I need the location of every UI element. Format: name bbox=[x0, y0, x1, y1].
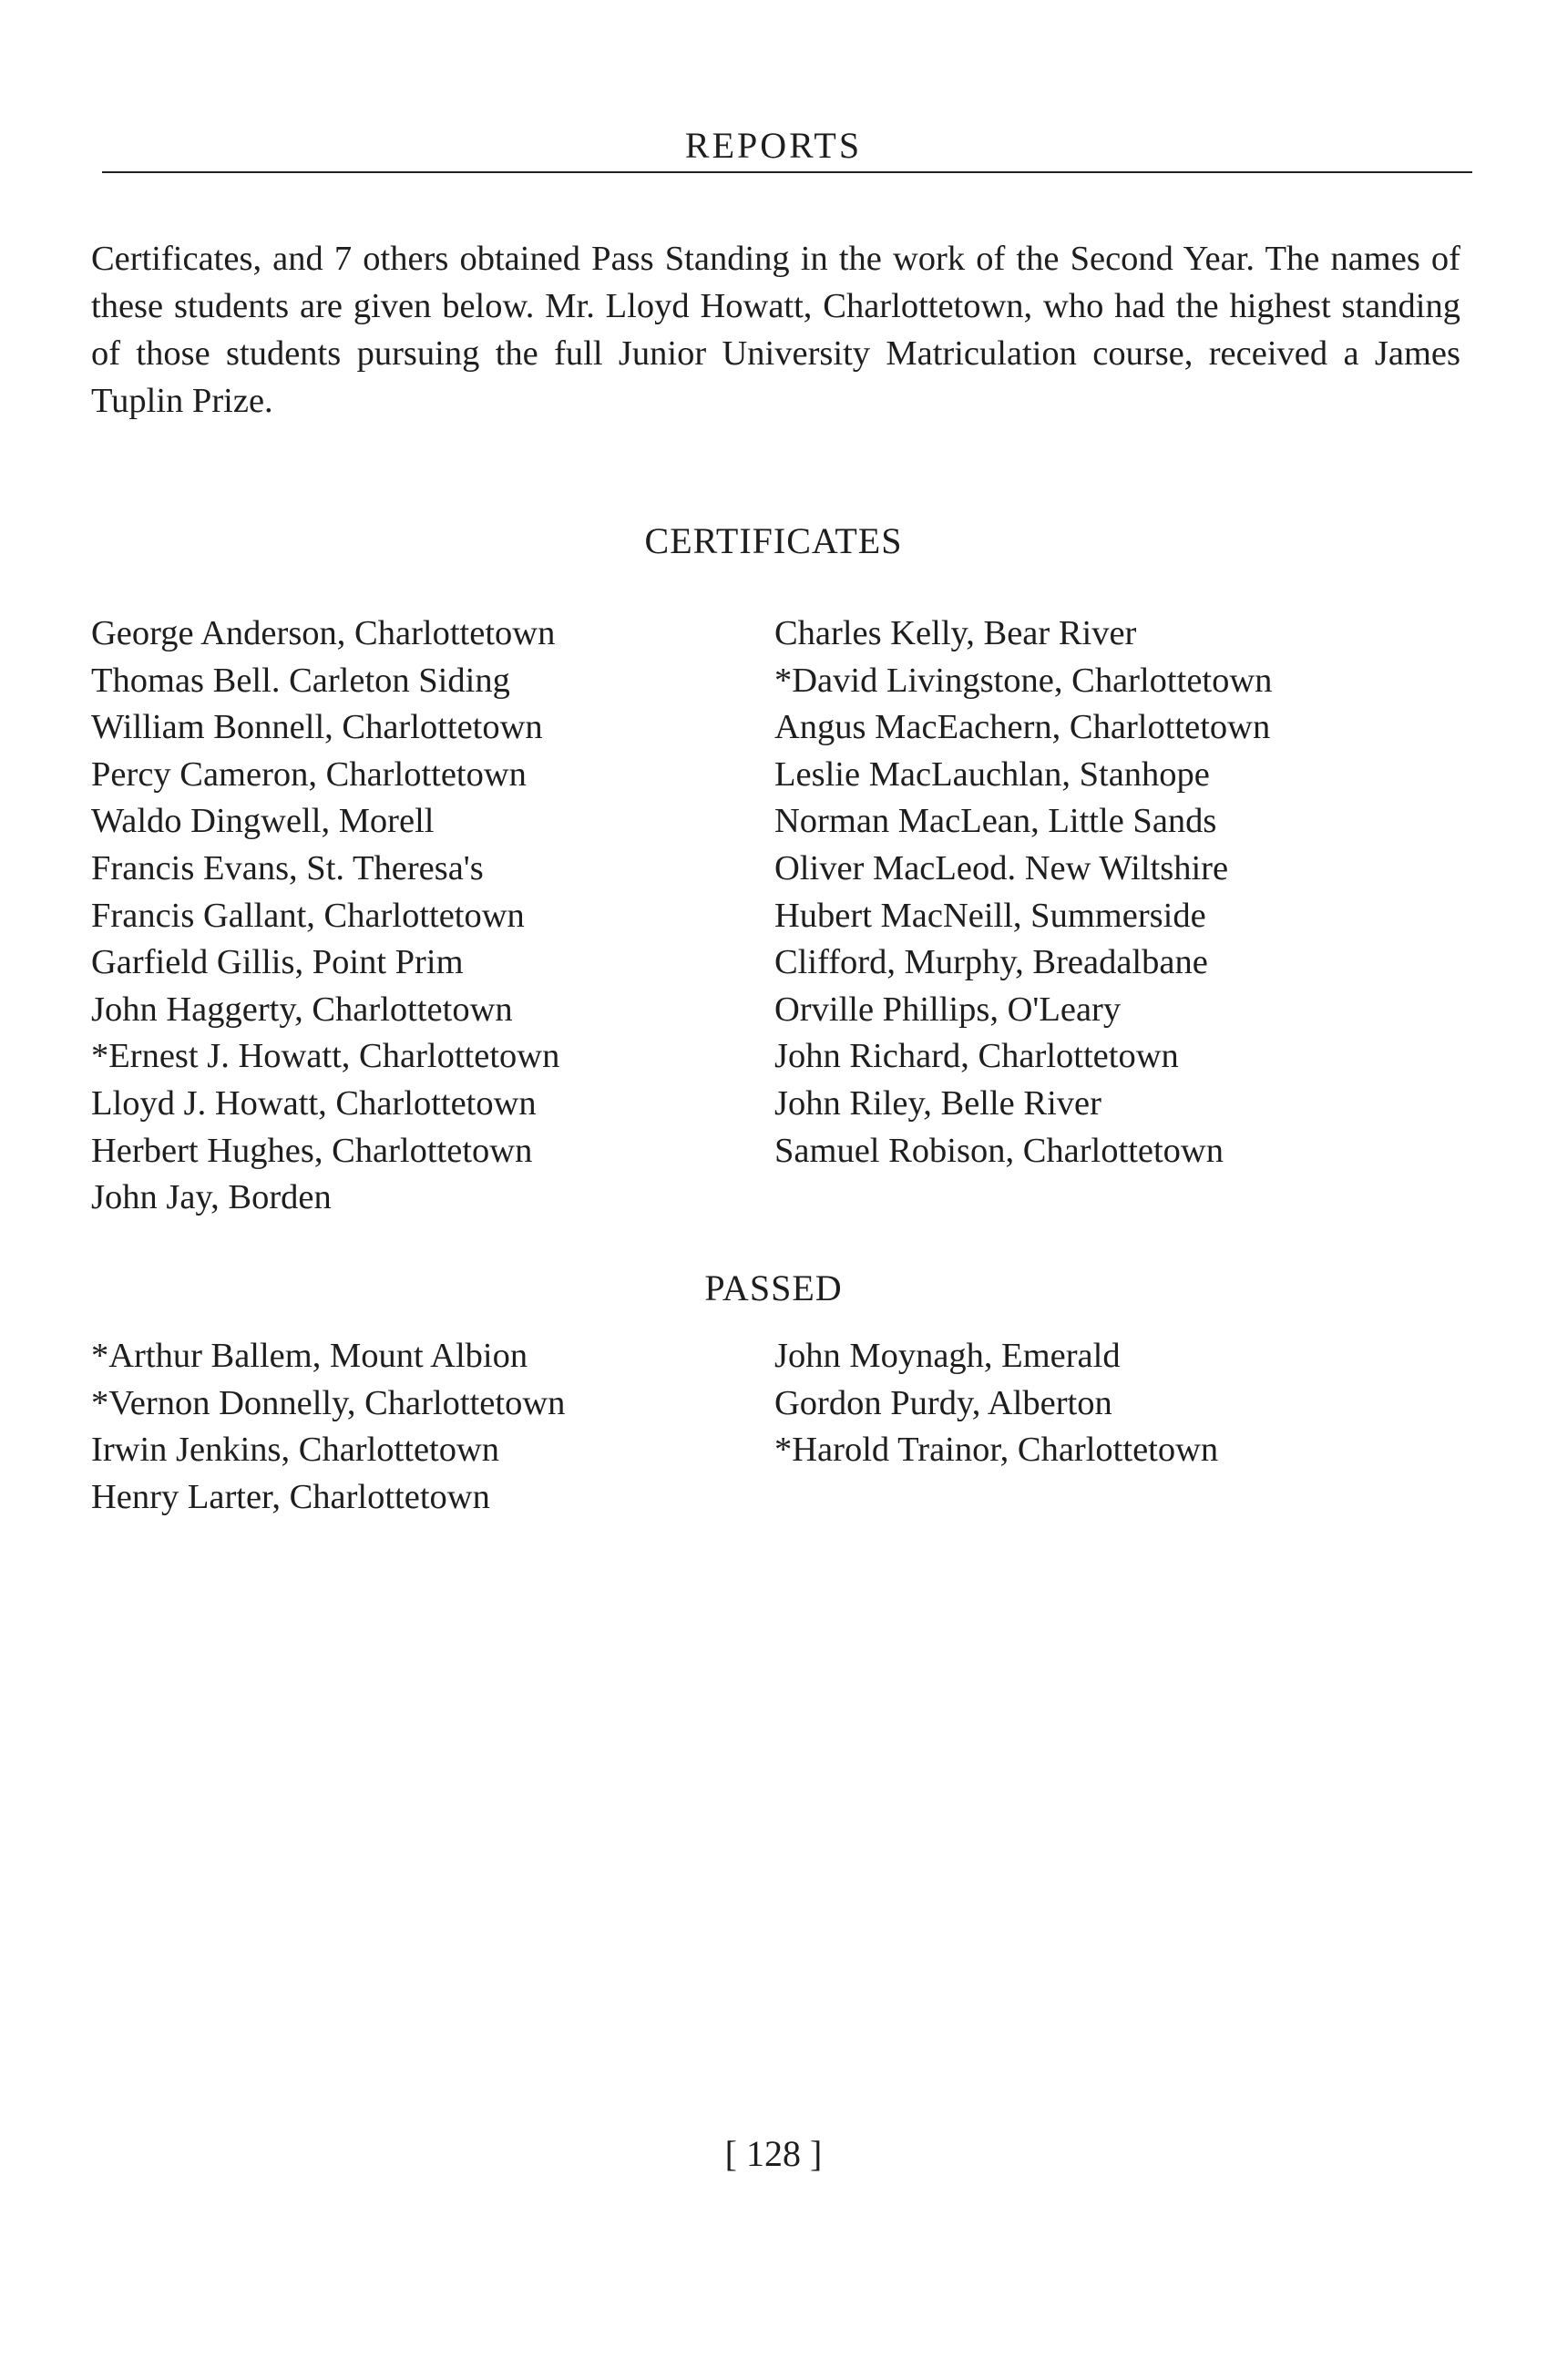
list-item: Hubert MacNeill, Summerside bbox=[774, 896, 1206, 935]
passed-left-list bbox=[91, 1333, 565, 1521]
list-item: George Anderson, Charlottetown bbox=[91, 614, 556, 652]
list-item: Henry Larter, Charlottetown bbox=[91, 1477, 490, 1516]
list-item: *Arthur Ballem, Mount Albion bbox=[91, 1337, 528, 1375]
list-item: Thomas Bell. Carleton Siding bbox=[91, 661, 510, 700]
list-item: Charles Kelly, Bear River bbox=[774, 614, 1137, 652]
list-item: John Richard, Charlottetown bbox=[774, 1037, 1179, 1076]
list-item: John Jay, Borden bbox=[91, 1178, 332, 1217]
list-item: Clifford, Murphy, Breadalbane bbox=[774, 943, 1208, 982]
list-item: *Harold Trainor, Charlottetown bbox=[774, 1431, 1219, 1470]
certificates-heading: CERTIFICATES bbox=[644, 520, 903, 561]
list-item: Oliver MacLeod. New Wiltshire bbox=[774, 848, 1229, 887]
list-item: *Ernest J. Howatt, Charlottetown bbox=[91, 1037, 560, 1076]
list-item: Herbert Hughes, Charlottetown bbox=[91, 1131, 533, 1170]
intro-paragraph: Certificates, and 7 others obtained Pass Standing in the work of the Second Year. The names of these students are given below. Mr. Lloyd Howatt, Charlottetown, who had the highest standing of those students pursuing the full Junior University Matriculation course, received a James Tuplin Prize. bbox=[91, 240, 1460, 420]
list-item: Garfield Gillis, Point Prim bbox=[91, 943, 464, 982]
running-head: REPORTS bbox=[684, 125, 863, 166]
list-item: Percy Cameron, Charlottetown bbox=[91, 754, 527, 794]
list-item: Francis Evans, St. Theresa's bbox=[91, 848, 484, 887]
list-item: John Riley, Belle River bbox=[774, 1083, 1101, 1123]
list-item: John Haggerty, Charlottetown bbox=[91, 990, 513, 1029]
list-item: Leslie MacLauchlan, Stanhope bbox=[774, 754, 1210, 794]
certificates-right-list bbox=[774, 610, 1272, 1175]
list-item: William Bonnell, Charlottetown bbox=[91, 708, 543, 747]
list-item: Lloyd J. Howatt, Charlottetown bbox=[91, 1083, 537, 1123]
certificates-left-list bbox=[91, 610, 559, 1222]
passed-right-list bbox=[774, 1333, 1218, 1474]
list-item: Irwin Jenkins, Charlottetown bbox=[91, 1431, 500, 1470]
list-item: John Moynagh, Emerald bbox=[774, 1337, 1121, 1375]
passed-heading: PASSED bbox=[704, 1267, 843, 1308]
header-rule bbox=[102, 171, 1472, 173]
page-number: [ 128 ] bbox=[724, 2133, 823, 2174]
list-item: Gordon Purdy, Alberton bbox=[774, 1383, 1112, 1422]
list-item: Francis Gallant, Charlottetown bbox=[91, 896, 525, 935]
list-item: Angus MacEachern, Charlottetown bbox=[774, 708, 1271, 747]
list-item: Orville Phillips, O'Leary bbox=[774, 990, 1122, 1029]
list-item: Samuel Robison, Charlottetown bbox=[774, 1131, 1224, 1170]
list-item: Norman MacLean, Little Sands bbox=[774, 802, 1217, 841]
list-item: *David Livingstone, Charlottetown bbox=[774, 661, 1273, 700]
list-item: *Vernon Donnelly, Charlottetown bbox=[91, 1383, 566, 1422]
list-item: Waldo Dingwell, Morell bbox=[91, 802, 435, 841]
